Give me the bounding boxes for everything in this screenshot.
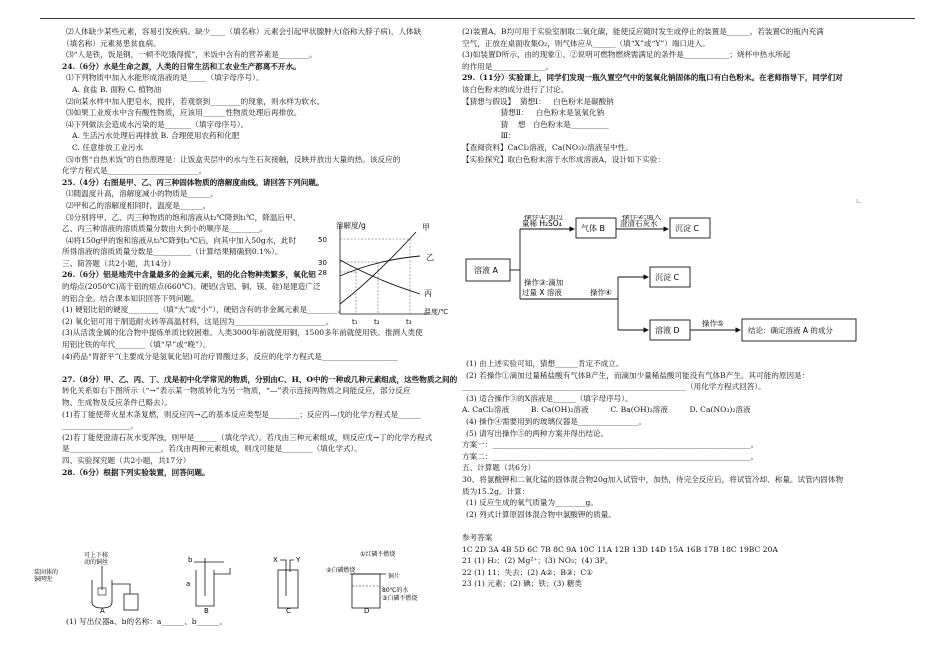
text-line: ⑴下列物质中加入水能形成溶液的是_____（填字母序号）。 (66, 73, 264, 83)
left-bottom (62, 616, 457, 628)
label-d4: 80℃的水 (382, 587, 409, 594)
text-line: Ⅲ： (462, 131, 516, 141)
precip-c2: 沉淀 C (655, 273, 680, 282)
legend-yi: 乙 (426, 253, 434, 262)
text-line: (1)若丁能使带火星木条复燃，则反应丙→乙的基本反应类型是________；反应丙—戊的化学方程式是______ (62, 409, 421, 419)
text-line: A. 生活污水处理后再排放 B. 合理使用农药和化肥 (72, 131, 240, 141)
text-line: 方案二：____________________________________________________________________。 (462, 451, 759, 461)
label-y: Y (296, 556, 301, 564)
y-tick: 30 (318, 259, 327, 267)
question-24: 24.（6分）水是生命之源，人类的日常生活和工农业生产都离不开水。 (62, 61, 301, 71)
text-line: (1) 反应生成的氧气质量为________g。 (466, 498, 598, 508)
bottle-c (278, 570, 298, 608)
text-line: (2) 氧化铝可用于制造耐火砖等高温材料，这是因为________________________。 (62, 316, 334, 326)
question-30: 30、将氯酸钾和二氧化锰的固体混合物20g加入试管中，加热，待完全反应后，将试管冷却、称量。试管内固体物 (462, 474, 844, 484)
chart-title: 溶解度/g (336, 221, 366, 230)
text-line: 质为15.2g。计算： (462, 486, 530, 496)
conclusion: 结论：确定溶液 A 的成分 (748, 326, 833, 335)
text-line: 用铝比铁的年代________（填“早”或“晚”）。 (62, 340, 211, 350)
legend-jia: 甲 (422, 223, 430, 232)
text-line: ⑵向某水样中加入肥皂水，搅拌，若观察到________的现象，则水样为软水。 (66, 96, 325, 106)
text-line: (2) 列式计算原固体混合物中氯酸钾的质量。 (466, 509, 616, 519)
text-line: (2) 若操作①滴加过量稀盐酸有气体B产生，而滴加少量稀盐酸可能没有气体B产生。其可能的原因是： (466, 370, 810, 380)
text-line: ⑷下列做法会造成水污染的是_______（填字母序号）。 (66, 119, 249, 129)
answer-line: 23 (1) 元素；(2) 碘；铁；(3) 糖类 (462, 579, 582, 589)
y-tick: 50 (318, 236, 327, 244)
text-line: 该白色粉末的成分进行了讨论。 (462, 84, 569, 94)
question-26: 26.（6分）铝是地壳中含量最多的金属元素，铝的化合物种类繁多，氧化铝 (62, 270, 316, 280)
text-line: 猜想Ⅱ： 白色粉末是氢氧化钠 (462, 108, 605, 118)
op2b: 澄清石灰水 (620, 219, 658, 228)
text-line: 转化关系如右下图所示（“→”表示某一物质转化为另一物质，“—”表示连接两物质之间能反应，部分反应 (62, 386, 411, 396)
op3a: 操作③:滴加 (524, 278, 564, 287)
label-d3: 铜片 (388, 573, 401, 580)
text-line: 【实验探究】取白色粉末溶于水形成溶液A，设计如下实验： (462, 154, 665, 164)
text-line: 的作用是______________。 (462, 61, 554, 71)
text-line: (3) 适合操作③的X溶液是______（填字母序号）。 (466, 393, 633, 403)
section-heading: 四、实验探究题（共2小题，共17分） (62, 455, 191, 465)
text-line: ⑵甲和乙的溶解度相同时，温度是______。 (66, 200, 211, 210)
text-line: （填名称）元素易患贫血病。 (62, 38, 161, 48)
x-axis-label: 温度/℃ (424, 308, 449, 316)
x-tick: t₁ (352, 318, 358, 326)
text-line: (4) 操作④需要用到的玻璃仪器是________________。 (466, 416, 647, 426)
text-line: ___________________________________________________________（用化学方程式回答）。 (462, 382, 766, 392)
precip-c1: 沉淀 C (675, 224, 700, 233)
legend-bing: 丙 (424, 289, 432, 298)
question-25: 25.（4分）右图是甲、乙、丙三种固体物质的溶解度曲线。请回答下列问题。 (62, 177, 324, 187)
label-a-move: 可上下移 (84, 552, 109, 559)
op2a: 操作②:通入 (622, 215, 662, 221)
op1b: 量稀 H₂SO₄ (522, 219, 562, 228)
apparatus-figure (30, 550, 430, 614)
question-28: 28.（6分）根据下列实验装置，回答问题。 (62, 467, 210, 477)
tube-x (280, 560, 286, 596)
text-line: (1) 写出仪器a、b的名称：a______、b______。 (66, 617, 228, 626)
text-line: __________________。 (62, 421, 138, 431)
op4: 操作④ (590, 288, 612, 297)
label-x: X (273, 556, 278, 564)
text-line: (1) 由上述实验可知，猜想______肯定不成立。 (466, 359, 624, 368)
text-line: 猜 想 白色粉末是__________ (462, 119, 609, 129)
text-line: 所得溶液的溶质质量分数是__________（计算结果精确到0.1%）。 (62, 247, 283, 257)
answers-heading: 参考答案 (462, 532, 493, 542)
corner-mark: ㄴ (855, 197, 863, 206)
label-b: b (188, 556, 193, 564)
text-line (62, 362, 457, 374)
page-top-rule (40, 18, 915, 19)
text-line: 物、生成物及反应条件已略去）。 (62, 398, 173, 407)
text-line: (5) 请写出操作⑤的两种方案并得出结论。 (466, 428, 609, 438)
flow-diagram (462, 215, 862, 352)
solution-d: 溶液 D (655, 326, 680, 335)
x-tick: t₃ (406, 318, 412, 326)
op3b: 过量 X 溶液 (522, 288, 562, 297)
answer-line: 21 (1) H₂；(2) Mg²⁺；(3) NO₃；(4) 3P。 (462, 556, 613, 566)
op1a: 操作①:加过 (524, 215, 564, 221)
solubility-chart (316, 216, 464, 336)
text-line: 空气，正放在桌面收集O₂，则气体应从______（填“X”或“Y”）端口进入。 (462, 38, 710, 48)
section-heading: 三、简答题（共2小题，共14分） (62, 258, 176, 268)
beaker-a (124, 594, 138, 610)
curve-jia (340, 232, 416, 304)
y-tick: 28 (318, 269, 327, 277)
solution-a: 溶液 A (474, 266, 499, 275)
text-line: A. 食盐 B. 面粉 C. 植物油 (72, 84, 162, 94)
text-line: ⑶“人是铁，饭是钢，一顿不吃饿得慌”，米饭中含有的营养素是________。 (66, 50, 317, 60)
gas-b: 气体 B (581, 224, 606, 233)
text-line: ⑵人体缺少某些元素，容易引发疾病。缺少____（填名称）元素会引起甲状腺肿大(俗称大脖子病)，人体缺 (66, 27, 422, 36)
right-column-lower (462, 358, 862, 590)
op5: 操作⑤ (702, 319, 724, 328)
apparatus-label: A (100, 607, 105, 614)
delivery-tube-b (214, 568, 230, 574)
curve-bing (340, 260, 420, 294)
label-a-mesh: 装固体的 (34, 569, 59, 576)
answer-line: 1C 2D 3A 4B 5D 6C 7B 8C 9A 10C 11A 12B 13D 14D 15A 16B 17B 18C 19BC 20A (462, 544, 778, 554)
label-a-mesh2: 铜网兜 (34, 576, 53, 583)
apparatus-label: D (364, 607, 370, 614)
text-line: 化学方程式是________________________。 (62, 166, 207, 176)
text-line: 方案一：____________________________________________________________________。 (462, 440, 759, 450)
text-line: (3)如装置D所示，由的现象①、②说明可燃物燃烧需满足的条件是____________；烧杯中热水所起 (462, 50, 791, 60)
text-line: (2)若丁能使澄清石灰水变浑浊，则甲是______（填化学式）。若戊由三种元素组成，则反应戊→丁的化学方程式 (62, 432, 433, 442)
beaker-d (352, 574, 380, 608)
question-27: 27.（8分）甲、乙、丙、丁、戊是初中化学常见的物质，分别由C、H、O中的一种或几种元素组成，这些物质之间的 (62, 374, 457, 384)
text-line: (2)装置A、B均可用于实验室制取二氧化碳，能使反应随时发生或停止的装置是______。若装置C的瓶内充满 (462, 27, 824, 36)
apparatus-label: B (204, 607, 209, 614)
text-line: 【查阅资料】CaCl₂溶液，Ca(NO₃)₂溶液呈中性。 (462, 142, 633, 152)
label-d5: ③白磷不燃烧 (382, 595, 418, 602)
text-line: ⑶分别将甲、乙、丙三种物质的饱和溶液从t₂℃降到t₁℃，降温后甲、 (66, 212, 301, 222)
label-d1: ①红磷不燃烧 (360, 551, 396, 558)
text-line: ⑴随温度升高，溶解度减小的物质是______。 (66, 189, 218, 199)
section-heading: 五、计算题（共6分） (462, 463, 536, 473)
delivery-tube (112, 584, 130, 594)
question-29: 29.（11分）实验课上，同学们发现一瓶久置空气中的氢氧化钠固体的瓶口有白色粉末。在老师指导下，同学们对 (462, 73, 843, 83)
text-line: (1) 硬铝比铝的硬度________（填“大”或“小”），硬铝含有的非金属元素是________。 (62, 305, 346, 315)
text-line: ⑸市售“自热米饭”的自热原理是：让饭盒夹层中的水与生石灰接触，反映并放出大量的热。该反应的 (66, 154, 401, 164)
apparatus-label: C (286, 607, 291, 614)
text-line: 是________________________，若戊由两种元素组成，则戊可能是________（填化学式）。 (62, 444, 362, 454)
x-tick: t₂ (374, 318, 380, 326)
text-line: ⑷将150g甲的饱和溶液从t₃℃降到t₂℃后，向其中加入50g水，此时 (66, 235, 297, 245)
label-d2: ②白磷燃烧 (326, 567, 356, 574)
text-line: 的铝合金。结合课本知识回答下列问题。 (62, 293, 199, 303)
label-a-move2: 动的铜丝 (84, 559, 109, 566)
text-line: (4)药品“胃舒平”(主要成分是氢氧化铝)可治疗胃酸过多，反应的化学方程式是____________________ (62, 351, 398, 361)
text-line: A. CaCl₂溶液 B. Ca(OH)₂溶液 C. Ba(OH)₂溶液 D. Ca(NO₃)₂溶液 (462, 405, 751, 415)
spacer (462, 520, 862, 532)
right-column (462, 26, 862, 165)
text-line: 乙、丙三种溶液的溶质质量分数由大到小的顺序是________。 (62, 224, 268, 234)
text-line: 的熔点(2050℃)高于铝的熔点(660℃)。硬铝(含铝、铜、镁、硅)是建造广泛 (62, 282, 321, 292)
text-line: C. 任意排放工业污水 (72, 142, 144, 152)
text-line: 【猜想与假设】 猜想Ⅰ： 白色粉末是碳酸钠 (462, 96, 614, 106)
text-line: (3)从活泼金属的化合物中提炼单质比较困难。人类3000年前就使用铜，1500多年前就使用铁。推测人类使 (62, 328, 423, 338)
text-line: ⑶如果工业废水中含有酸性物质，应该用______性物质处理后再排放。 (66, 108, 302, 118)
label-a: a (186, 580, 191, 588)
answer-line: 22 (1) 11；失去；(2) A②；B③；C① (462, 567, 593, 577)
